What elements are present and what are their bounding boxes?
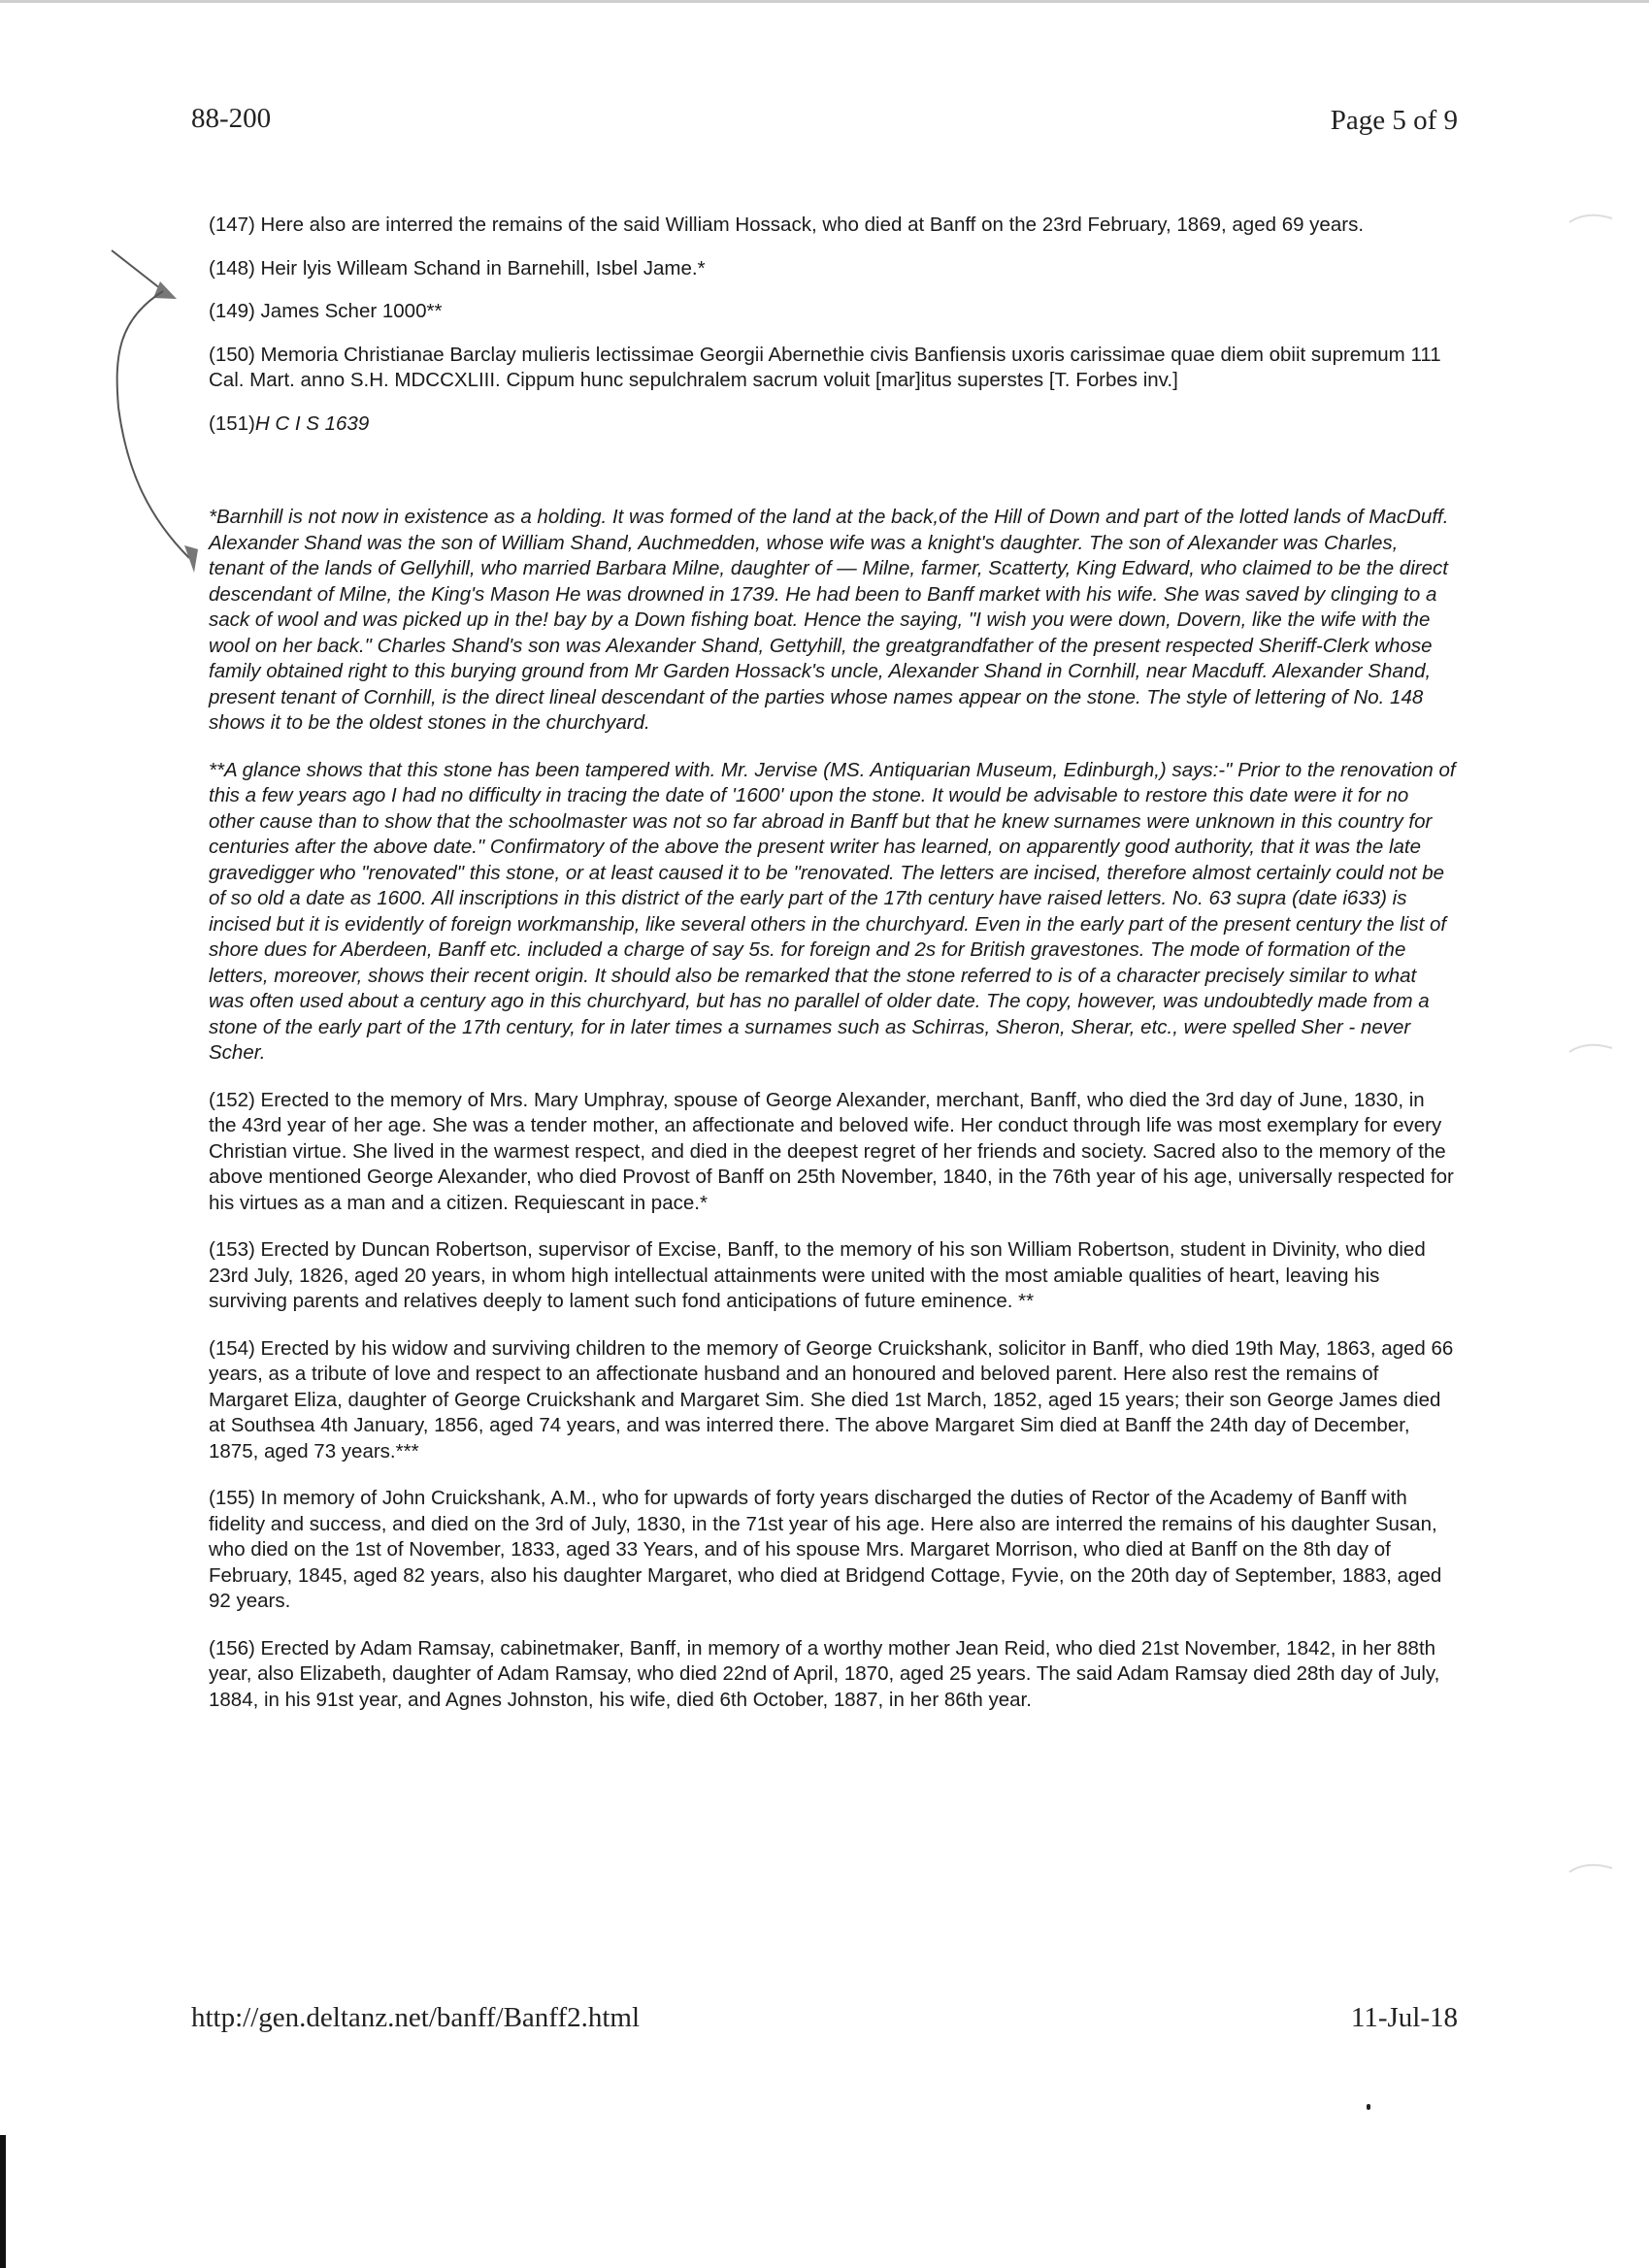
entry-151-number: (151) (209, 411, 255, 435)
entry-154: (154) Erected by his widow and surviving children to the memory of George Cruickshank, solicitor in Banff, who died 19th May, 1863, aged 66 years, as a tribute of love and respect to an affectionate husband and an honoured and beloved parent. Here also rest the remains of Margaret Eliza, daughter of George Cruickshank and Margaret Sim. She died 1st March, 1852, aged 15 years; their son George James died at Southsea 4th January, 1856, aged 74 years, and was interred there. The above Margaret Sim died at Banff the 24th day of December, 1875, aged 73 years.*** (209, 1336, 1454, 1463)
footnote-tampered-stone: **A glance shows that this stone has been tampered with. Mr. Jervise (MS. Antiquarian Museum, Edinburgh,) says:-" Prior to the renovation of this a few years ago I had no difficulty in tracing the date of '1600' upon the stone. It would be advisable to restore this date were it for no other cause than to show that the schoolmaster was not so far abroad in Banff but that he knew surnames were unknown in this country for centuries after the above date." Confirmatory of the above the present writer has learned, on apparently good authority, that it was the late gravedigger who "renovated" this stone, or at least caused it to be "renovated. The letters are incised, therefore almost certainly could not be of so old a date as 1600. All inscriptions in this district of the early part of the 17th century have raised letters. No. 63 supra (date i633) is incised but it is evidently of foreign workmanship, like several others in the churchyard. Even in the early part of the present century the list of shore dues for Aberdeen, Banff etc. included a charge of say 5s. for foreign and 2s for British gravestones. The mode of formation of the letters, moreover, shows their recent origin. It should also be remarked that the stone referred to is of a character precisely similar to what was often used about a century ago in this churchyard, but has no parallel of older date. The copy, however, was undoubtedly made from a stone of the early part of the 17th century, for in later times a surnames such as Schirras, Sheron, Sherar, etc., were spelled Sher - never Scher. (209, 758, 1456, 1064)
entry-151-inscription: H C I S 1639 (254, 411, 370, 435)
page-body (209, 213, 1456, 1734)
scan-top-edge (0, 0, 1649, 3)
scan-dot (1367, 2104, 1370, 2110)
entry-156: (156) Erected by Adam Ramsay, cabinetmaker, Banff, in memory of a worthy mother Jean Reid, who died 21st November, 1842, in her 88th year, also Elizabeth, daughter of Adam Ramsay, who died 22nd of April, 1870, aged 25 years. The said Adam Ramsay died 28th day of July, 1884, in his 91st year, and Agnes Johnston, his wife, died 6th October, 1887, in her 86th year. (209, 1636, 1440, 1711)
entry-150: (150) Memoria Christianae Barclay mulieris lectissimae Georgii Abernethie civis Banfiensis uxoris carissimae quae diem obiit supremum 111 Cal. Mart. anno S.H. MDCCXLIII. Cippum hunc sepulchralem sacrum voluit [mar]itus superstes [T. Forbes inv.] (209, 343, 1441, 391)
scan-left-edge (0, 2135, 6, 2268)
footnote-barnhill: *Barnhill is not now in existence as a holding. It was formed of the land at the back,of the Hill of Down and part of the lotted lands of MacDuff. Alexander Shand was the son of William Shand, Auchmedden, whose wife was a knight's daughter. The son of Alexander was Charles, tenant of the lands of Gellyhill, who married Barbara Milne, daughter of — Milne, farmer, Scatterty, King Edward, who claimed to be the direct descendant of Milne, the King's Mason He was drowned in 1739. He had been to Banff market with his wife. She was saved by clinging to a sack of wool and was picked up in the! bay by a Down fishing boat. Hence the saying, "I wish you were down, Dovern, like the wife with the wool on her back." Charles Shand's son was Alexander Shand, Gettyhill, the greatgrandfather of the present respected Sheriff-Clerk whose family obtained right to this burying ground from Mr Garden Hossack's uncle, Alexander Shand in Cornhill, near Macduff. Alexander Shand, present tenant of Cornhill, is the direct lineal descendant of the parties whose names appear on the stone. The style of lettering of No. 148 shows it to be the oldest stones in the churchyard. (209, 506, 1449, 734)
scan-speck (1567, 209, 1616, 228)
entry-147: (147) Here also are interred the remains of the said William Hossack, who died at Banff on the 23rd February, 1869, aged 69 years. (209, 214, 1365, 236)
footer-url: http://gen.deltanz.net/banff/Banff2.html (191, 2002, 641, 2033)
page-number: Page 5 of 9 (1330, 105, 1458, 136)
entry-148: (148) Heir lyis Willeam Schand in Barnehill, Isbel Jame.* (209, 256, 706, 279)
scan-speck (1567, 1858, 1616, 1878)
entry-155: (155) In memory of John Cruickshank, A.M., who for upwards of forty years discharged the duties of Rector of the Academy of Banff with fidelity and success, and died on the 3rd of July, 1830, in the 71st year of his age. Here also are interred the remains of his daughter Susan, who died on the 1st of November, 1833, aged 33 Years, and of his spouse Mrs. Margaret Morrison, who died at Banff on the 8th day of February, 1845, aged 82 years, also his daughter Margaret, who died at Bridgend Cottage, Fyvie, on the 20th day of September, 1883, aged 92 years. (209, 1487, 1442, 1612)
entry-152: (152) Erected to the memory of Mrs. Mary Umphray, spouse of George Alexander, merchant, Banff, who died the 3rd day of June, 1830, in the 43rd year of her age. She was a tender mother, an affectionate and beloved wife. Her conduct through life was most exemplary for every Christian virtue. She lived in the warmest respect, and died in the deepest regret of her friends and society. Sacred also to the memory of the above mentioned George Alexander, who died Provost of Banff on 25th November, 1840, in the 76th year of his age, universally respected for his virtues as a man and a citizen. Requiescant in pace.* (209, 1088, 1454, 1214)
scan-speck (1567, 1038, 1616, 1058)
footer-date: 11-Jul-18 (1350, 2002, 1458, 2033)
entry-153: (153) Erected by Duncan Robertson, supervisor of Excise, Banff, to the memory of his son William Robertson, student in Divinity, who died 23rd July, 1826, aged 20 years, in whom high intellectual attainments were united with the most amiable qualities of heart, leaving his surviving parents and relatives deeply to lament such fond anticipations of future eminence. ** (209, 1238, 1426, 1312)
entry-149: (149) James Scher 1000** (209, 300, 443, 322)
entry-151 (209, 411, 1456, 438)
document-reference: 88-200 (191, 103, 272, 134)
